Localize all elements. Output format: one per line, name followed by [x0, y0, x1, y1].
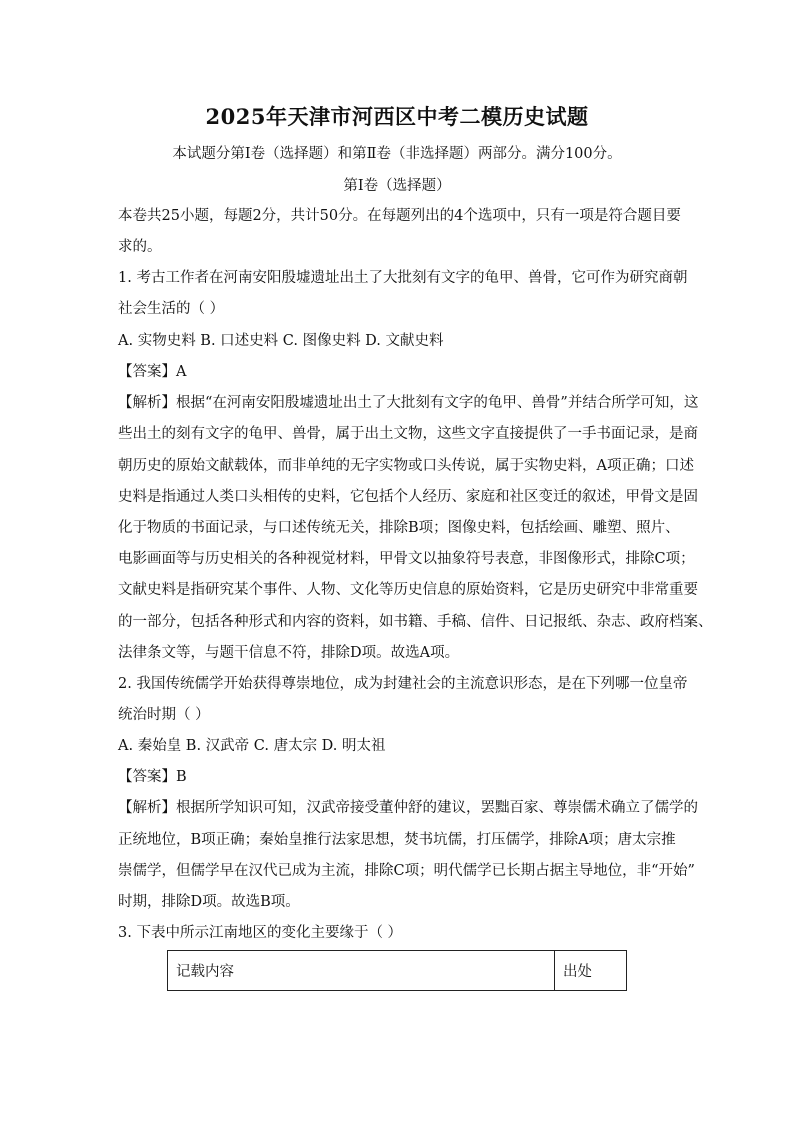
question-1-analysis: 史料是指通过人类口头相传的史料，它包括个人经历、家庭和社区变迁的叙述，甲骨文是固: [118, 489, 698, 505]
question-1-options: A. 实物史料 B. 口述史料 C. 图像史料 D. 文献史料: [118, 333, 444, 349]
question-3-stem: 3. 下表中所示江南地区的变化主要缘于（ ）: [118, 925, 403, 941]
question-1-analysis: 的一部分，包括各种形式和内容的资料，如书籍、手稿、信件、日记报纸、杂志、政府档案、: [118, 614, 713, 630]
table-header-content: 记载内容: [168, 951, 555, 991]
question-1-stem: 社会生活的（ ）: [118, 301, 225, 317]
question-2-analysis: 时期，排除D项。故选B项。: [118, 894, 300, 910]
section-title: 第Ⅰ卷（选择题）: [343, 178, 451, 194]
question-2-answer: 【答案】B: [118, 769, 187, 785]
question-2-options: A. 秦始皇 B. 汉武帝 C. 唐太宗 D. 明太祖: [118, 738, 386, 754]
exam-title: 2025年天津市河西区中考二模历史试题: [205, 104, 589, 129]
question-2-stem: 统治时期（ ）: [118, 707, 210, 723]
question-1-analysis: 【解析】根据“在河南安阳殷墟遗址出土了大批刻有文字的龟甲、兽骨”并结合所学可知，这: [118, 395, 699, 411]
instructions-line: 求的。: [118, 239, 162, 255]
question-1-analysis: 些出土的刻有文字的龟甲、兽骨，属于出土文物，这些文字直接提供了一手书面记录，是商: [118, 426, 698, 442]
instructions-line: 本卷共25小题，每题2分，共计50分。在每题列出的4个选项中，只有一项是符合题目要: [118, 208, 681, 224]
question-2-stem: 2. 我国传统儒学开始获得尊崇地位，成为封建社会的主流意识形态，是在下列哪一位皇帝: [118, 676, 688, 692]
question-1-analysis: 法律条文等，与题干信息不符，排除D项。故选A项。: [118, 645, 460, 661]
question-1-answer: 【答案】A: [118, 364, 187, 380]
exam-intro: 本试题分第Ⅰ卷（选择题）和第Ⅱ卷（非选择题）两部分。满分100分。: [172, 146, 622, 162]
question-2-analysis: 【解析】根据所学知识可知，汉武帝接受董仲舒的建议，罢黜百家、尊崇儒术确立了儒学的: [118, 800, 698, 816]
question-1-stem: 1. 考古工作者在河南安阳殷墟遗址出土了大批刻有文字的龟甲、兽骨，它可作为研究商朝: [118, 270, 688, 286]
question-3-table: [167, 950, 627, 991]
question-1-analysis: 电影画面等与历史相关的各种视觉材料，甲骨文以抽象符号表意，非图像形式，排除C项；: [118, 551, 695, 567]
question-1-analysis: 文献史料是指研究某个事件、人物、文化等历史信息的原始资料，它是历史研究中非常重要: [118, 582, 698, 598]
table-header-source: 出处: [555, 951, 627, 991]
question-2-analysis: 正统地位，B项正确；秦始皇推行法家思想，焚书坑儒，打压儒学，排除A项；唐太宗推: [118, 832, 676, 848]
question-1-analysis: 朝历史的原始文献载体，而非单纯的无字实物或口头传说，属于实物史料，A项正确；口述: [118, 458, 694, 474]
table-header-row: [168, 951, 627, 991]
question-2-analysis: 崇儒学，但儒学早在汉代已成为主流，排除C项；明代儒学已长期占据主导地位，非“开始”: [118, 863, 695, 879]
question-1-analysis: 化于物质的书面记录，与口述传统无关，排除B项；图像史料，包括绘画、雕塑、照片、: [118, 520, 680, 536]
